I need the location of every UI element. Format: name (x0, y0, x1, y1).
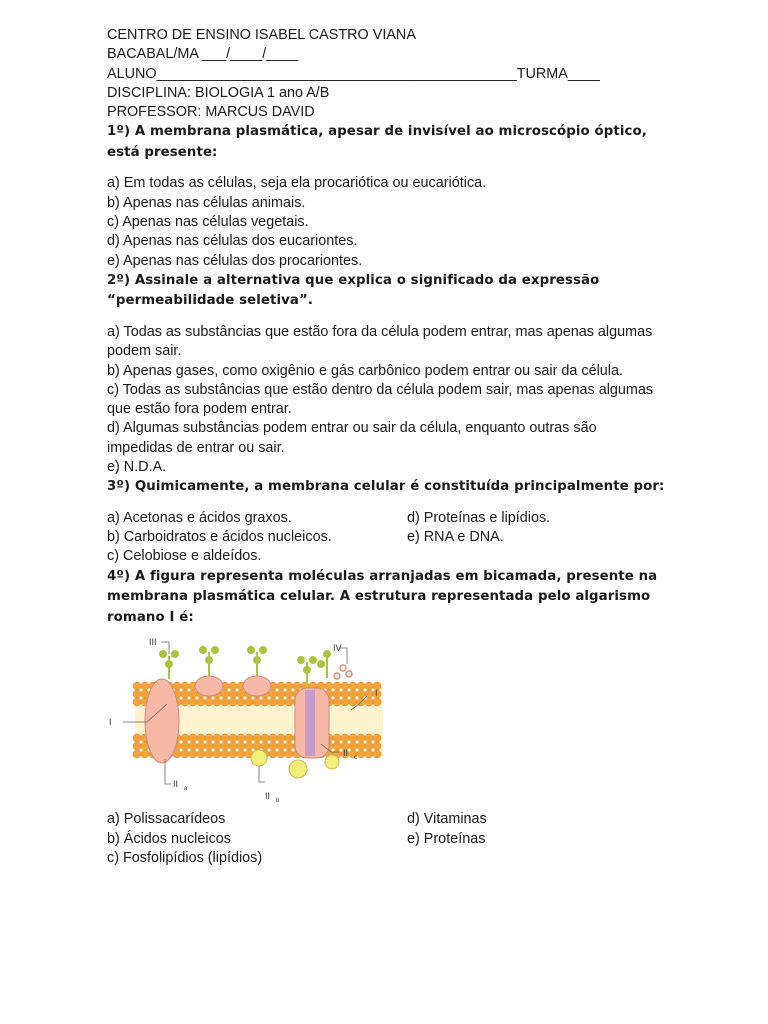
worksheet (107, 26, 667, 868)
lipid-head (133, 698, 141, 706)
question-1-option-b: b) Apenas nas células animais. (107, 194, 306, 211)
question-2-option-e: e) N.D.A. (107, 459, 167, 476)
label-iv: IV (333, 643, 342, 654)
lipid-head (333, 742, 341, 750)
lipid-head (197, 742, 205, 750)
lipid-head (277, 750, 285, 758)
lipid-head (277, 690, 285, 698)
lipid-head (325, 682, 333, 690)
question-3-stem: 3º) Quimicamente, a membrana celular é constituída principalmente por: (107, 479, 665, 495)
lipid-head (333, 698, 341, 706)
lipid-head (229, 750, 237, 758)
protein-peripheral-1 (195, 676, 223, 696)
lipid-head (373, 698, 381, 706)
question-3-option-e: e) RNA e DNA. (407, 529, 504, 546)
lipid-head (269, 742, 277, 750)
lipid-head (373, 750, 381, 758)
lipid-head (221, 698, 229, 706)
label-iib-sub: b (276, 798, 280, 805)
student-line: ALUNO_____________________________________________TURMA____ (107, 65, 600, 82)
lipid-head (181, 682, 189, 690)
lipid-head (237, 742, 245, 750)
lipid-head (213, 742, 221, 750)
question-2-option-d: d) Algumas substâncias podem entrar ou sair da célula, enquanto outras são impedidas de entrar ou sair. (107, 420, 597, 456)
question-4-option-d: d) Vitaminas (407, 811, 487, 828)
protein-channel (305, 690, 315, 756)
lipid-head (365, 734, 373, 742)
lipid-head (237, 698, 245, 706)
lipid-head (221, 690, 229, 698)
lipid-head (269, 734, 277, 742)
subject-line: DISCIPLINA: BIOLOGIA 1 ano A/B (107, 84, 330, 101)
protein-peripheral-2 (243, 676, 271, 696)
lipid-head (181, 742, 189, 750)
lipid-head (373, 742, 381, 750)
question-2-option-b: b) Apenas gases, como oxigênio e gás carbônico podem entrar ou sair da célula. (107, 362, 623, 379)
lipid-head (277, 734, 285, 742)
lipid-head (253, 698, 261, 706)
lipid-head (261, 742, 269, 750)
lipid-head (341, 734, 349, 742)
lipid-head (253, 734, 261, 742)
lipid-head (285, 698, 293, 706)
lipid-head (341, 698, 349, 706)
lipid-head (269, 690, 277, 698)
ball-right-2 (325, 755, 339, 769)
question-1-option-d: d) Apenas nas células dos eucariontes. (107, 233, 358, 250)
question-4-option-c: c) Fosfolipídios (lipídios) (107, 849, 263, 866)
lipid-head (133, 742, 141, 750)
question-4-option-e: e) Proteínas (407, 830, 486, 847)
lipid-head (221, 750, 229, 758)
label-iia: II (173, 779, 179, 790)
question-1-option-e: e) Apenas nas células dos procariontes. (107, 252, 363, 269)
lipid-head (205, 734, 213, 742)
lipid-head (133, 690, 141, 698)
question-2-option-a: a) Todas as substâncias que estão fora da célula podem entrar, mas apenas algumas podem sair. (107, 323, 653, 360)
lipid-head (245, 698, 253, 706)
lipid-head (229, 690, 237, 698)
glycolipid-iv (334, 665, 352, 679)
label-iic-sub: c (354, 755, 357, 762)
lipid-head (221, 734, 229, 742)
membrane-diagram (107, 634, 397, 804)
lipid-head (189, 698, 197, 706)
lipid-head (133, 682, 141, 690)
lipid-head (365, 750, 373, 758)
question-1-stem: 1º) A membrana plasmática, apesar de invisível ao microscópio óptico, está presente: (107, 124, 647, 160)
lipid-head (229, 698, 237, 706)
lipid-head (189, 734, 197, 742)
lipid-head (133, 750, 141, 758)
membrane-figure (107, 634, 397, 804)
lipid-head (213, 698, 221, 706)
lipid-head (181, 734, 189, 742)
lipid-head (285, 734, 293, 742)
lipid-head (357, 734, 365, 742)
city-date-line: BACABAL/MA ___/____/____ (107, 46, 299, 63)
lipid-head (349, 690, 357, 698)
lipid-head (285, 690, 293, 698)
lipid-head (261, 734, 269, 742)
lipid-head (333, 734, 341, 742)
lipid-head (237, 690, 245, 698)
lipid-head (253, 742, 261, 750)
question-1-option-a: a) Em todas as células, seja ela procariótica ou eucariótica. (107, 175, 487, 192)
lipid-head (189, 742, 197, 750)
lipid-head (357, 682, 365, 690)
lipid-head (269, 750, 277, 758)
lipid-head (277, 682, 285, 690)
lipid-head (349, 698, 357, 706)
label-iia-sub: a (184, 786, 188, 793)
lipid-head (189, 690, 197, 698)
question-4-stem: 4º) A figura representa moléculas arranjadas em bicamada, presente na membrana plasmática celular. A estrutura representada pelo algarismo romano I é: (107, 568, 658, 625)
lipid-head (365, 742, 373, 750)
lipid-head (277, 742, 285, 750)
lipid-head (181, 698, 189, 706)
lipid-head (349, 682, 357, 690)
lipid-head (333, 682, 341, 690)
question-4-option-a: a) Polissacarídeos (107, 811, 226, 828)
lipid-head (357, 690, 365, 698)
lipid-head (269, 698, 277, 706)
lipid-head (357, 750, 365, 758)
lipid-head (365, 682, 373, 690)
lipid-head (237, 750, 245, 758)
lipid-head (373, 734, 381, 742)
lipid-head (261, 698, 269, 706)
lipid-head (205, 742, 213, 750)
lipid-head (229, 682, 237, 690)
protein-left (145, 679, 179, 763)
lipid-head (285, 682, 293, 690)
label-iii: III (149, 637, 157, 648)
lipid-head (197, 750, 205, 758)
lipid-head (141, 682, 149, 690)
lipid-head (349, 742, 357, 750)
lipid-head (181, 690, 189, 698)
lipid-head (293, 682, 301, 690)
lipid-head (189, 750, 197, 758)
lipid-head (213, 750, 221, 758)
lipid-head (245, 742, 253, 750)
ball-iib (251, 750, 267, 766)
lipid-head (229, 742, 237, 750)
lipid-head (197, 734, 205, 742)
question-2-option-c: c) Todas as substâncias que estão dentro da célula podem sair, mas apenas algumas que estão fora podem entrar. (107, 381, 654, 418)
question-4-option-b: b) Ácidos nucleicos (107, 830, 231, 847)
lipid-head (333, 690, 341, 698)
lipid-head (197, 698, 205, 706)
question-3-option-c: c) Celobiose e aldeídos. (107, 548, 262, 565)
question-1-option-c: c) Apenas nas células vegetais. (107, 214, 309, 231)
lipid-head (221, 742, 229, 750)
question-3-option-b: b) Carboidratos e ácidos nucleicos. (107, 529, 332, 546)
label-i-left: I (109, 717, 112, 728)
lipid-head (285, 742, 293, 750)
question-2-stem: 2º) Assinale a alternativa que explica o significado da expressão “permeabilidade seletiva”. (107, 272, 600, 309)
lipid-head (181, 750, 189, 758)
question-4-options (107, 810, 667, 868)
lipid-head (341, 690, 349, 698)
lipid-head (141, 750, 149, 758)
lipid-head (285, 750, 293, 758)
lipid-head (173, 682, 181, 690)
lipid-head (365, 698, 373, 706)
ball-right (289, 760, 307, 778)
question-3-option-a: a) Acetonas e ácidos graxos. (107, 509, 292, 526)
label-i-right: I (375, 688, 378, 699)
lipid-head (245, 734, 253, 742)
label-iib: II (265, 791, 271, 802)
lipid-head (229, 734, 237, 742)
school-name: CENTRO DE ENSINO ISABEL CASTRO VIANA (107, 27, 416, 43)
lipid-head (341, 682, 349, 690)
lipid-head (205, 750, 213, 758)
question-3-option-d: d) Proteínas e lipídios. (407, 509, 551, 526)
lipid-head (349, 734, 357, 742)
label-iic: II (343, 748, 349, 759)
question-3-options (107, 509, 667, 567)
teacher-line: PROFESSOR: MARCUS DAVID (107, 104, 315, 121)
lipid-head (133, 734, 141, 742)
lipid-head (357, 742, 365, 750)
lipid-head (277, 698, 285, 706)
lipid-head (205, 698, 213, 706)
lipid-head (213, 734, 221, 742)
lipid-head (237, 734, 245, 742)
